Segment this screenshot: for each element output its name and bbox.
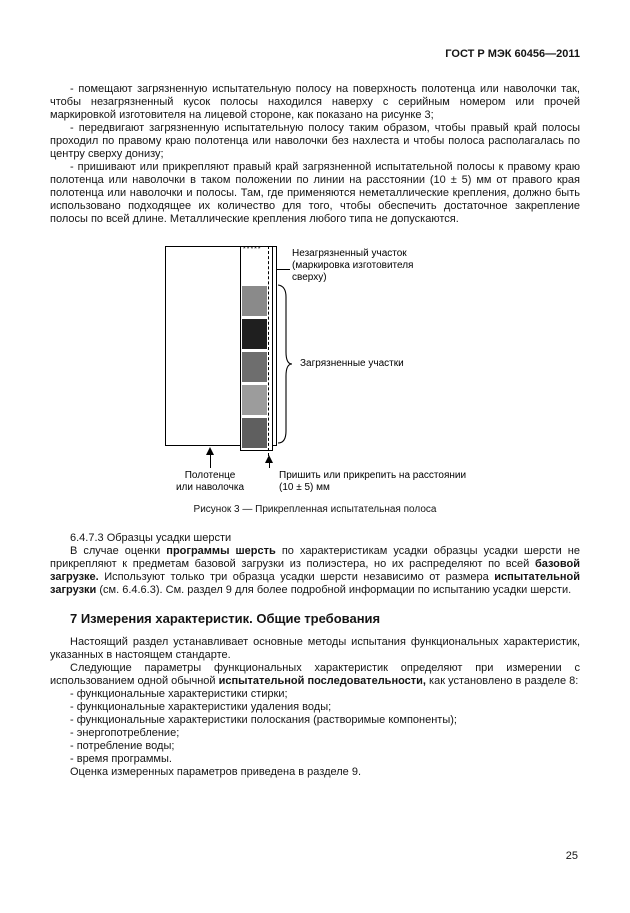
arrow-up-line <box>269 462 270 468</box>
list-item-energy-consumption: - энергопотребление; <box>70 727 180 739</box>
paragraph-sew-strip: - пришивают или прикрепляют правый край загрязненной испытательной полосы к правому краю полотенца или наволочки в таком положении по линии на расстоянии (10 ± 5) мм от правого края полотенца или наволочки и полосы. Там, где применяются неметаллические крепления, должно быть использовано подходящее их количество для того, чтобы обеспечить достаточное закрепление полосы по всей длине. Металлические крепления любого типа не допускаются. <box>50 161 580 225</box>
figure-3-test-strip-diagram <box>50 238 580 520</box>
attach-label-line: Пришить или прикрепить на расстоянии <box>279 470 467 481</box>
section-7-heading: 7 Измерения характеристик. Общие требования <box>70 611 381 626</box>
list-item-rinse-performance: - функциональные характеристики полоскания (растворимые компоненты); <box>70 714 457 726</box>
unsoiled-area-label <box>292 248 413 284</box>
stitch-dashed-line <box>268 246 269 456</box>
paragraph-section7-outro: Оценка измеренных параметров приведена в разделе 9. <box>70 766 362 778</box>
towel-label-line: Полотенце <box>184 470 236 481</box>
soiled-segment <box>242 319 267 349</box>
attach-label-line: (10 ± 5) мм <box>279 482 330 493</box>
soiled-areas-label: Загрязненные участки <box>300 358 404 369</box>
list-item-water-extraction: - функциональные характеристики удаления воды; <box>70 701 332 713</box>
page-number: 25 <box>565 850 578 862</box>
attach-distance-label <box>279 470 466 494</box>
paragraph-section7-params-intro: Следующие параметры функциональных характеристик определяют при измерении с использованием одной обычной испытательной последовательности, как установлено в разделе 8: <box>50 662 580 687</box>
soiled-segment <box>242 286 267 316</box>
towel-label <box>170 470 250 494</box>
unsoiled-label-line: сверху) <box>292 272 327 283</box>
soiled-segment <box>242 385 267 415</box>
paragraph-move-strip: - передвигают загрязненную испытательную полосу таким образом, чтобы правый край полосы проходил по правому краю полотенца или наволочки без нахлеста и чтобы полоса располагалась по центру сверху донизу; <box>50 122 580 160</box>
paragraph-place-strip: - помещают загрязненную испытательную полосу на поверхность полотенца или наволочки так, чтобы незагрязненный кусок полосы находился наверху с серийным номером или прочей маркировкой изготовителя на лицевой стороне, как показано на рисунке 3; <box>50 83 580 121</box>
soiled-segment <box>242 418 267 448</box>
paragraph-section7-intro: Настоящий раздел устанавливает основные методы испытания функциональных характеристик, указанных в настоящем стандарте. <box>50 636 580 661</box>
document-standard-code: ГОСТ Р МЭК 60456—2011 <box>445 48 580 60</box>
soiled-segment <box>242 352 267 382</box>
list-item-programme-time: - время программы. <box>70 753 172 765</box>
brace-icon <box>277 284 293 444</box>
paragraph-wool-shrinkage: В случае оценки программы шерсть по характеристикам усадки образцы усадки шерсти не прикрепляют к предметам базовой загрузки из полиэстера, но их распределяют по всей базовой загрузке. Используют только три образца усадки шерсти независимо от размера испытательной загрузки (см. 6.4.6.3). См. раздел 9 для более подробной информации по испытанию усадки шерсти. <box>50 545 580 596</box>
figure-caption: Рисунок 3 — Прикрепленная испытательная полоса <box>193 504 437 515</box>
unsoiled-label-line: Незагрязненный участок <box>292 248 407 259</box>
list-item-water-consumption: - потребление воды; <box>70 740 175 752</box>
list-item-wash-performance: - функциональные характеристики стирки; <box>70 688 288 700</box>
arrow-up-line <box>210 454 211 468</box>
unsoiled-label-line: (маркировка изготовителя <box>292 260 414 271</box>
serial-number-marks: ***** <box>243 246 262 253</box>
towel-label-line: или наволочка <box>175 482 245 493</box>
subsection-heading-wool: 6.4.7.3 Образцы усадки шерсти <box>70 532 232 544</box>
